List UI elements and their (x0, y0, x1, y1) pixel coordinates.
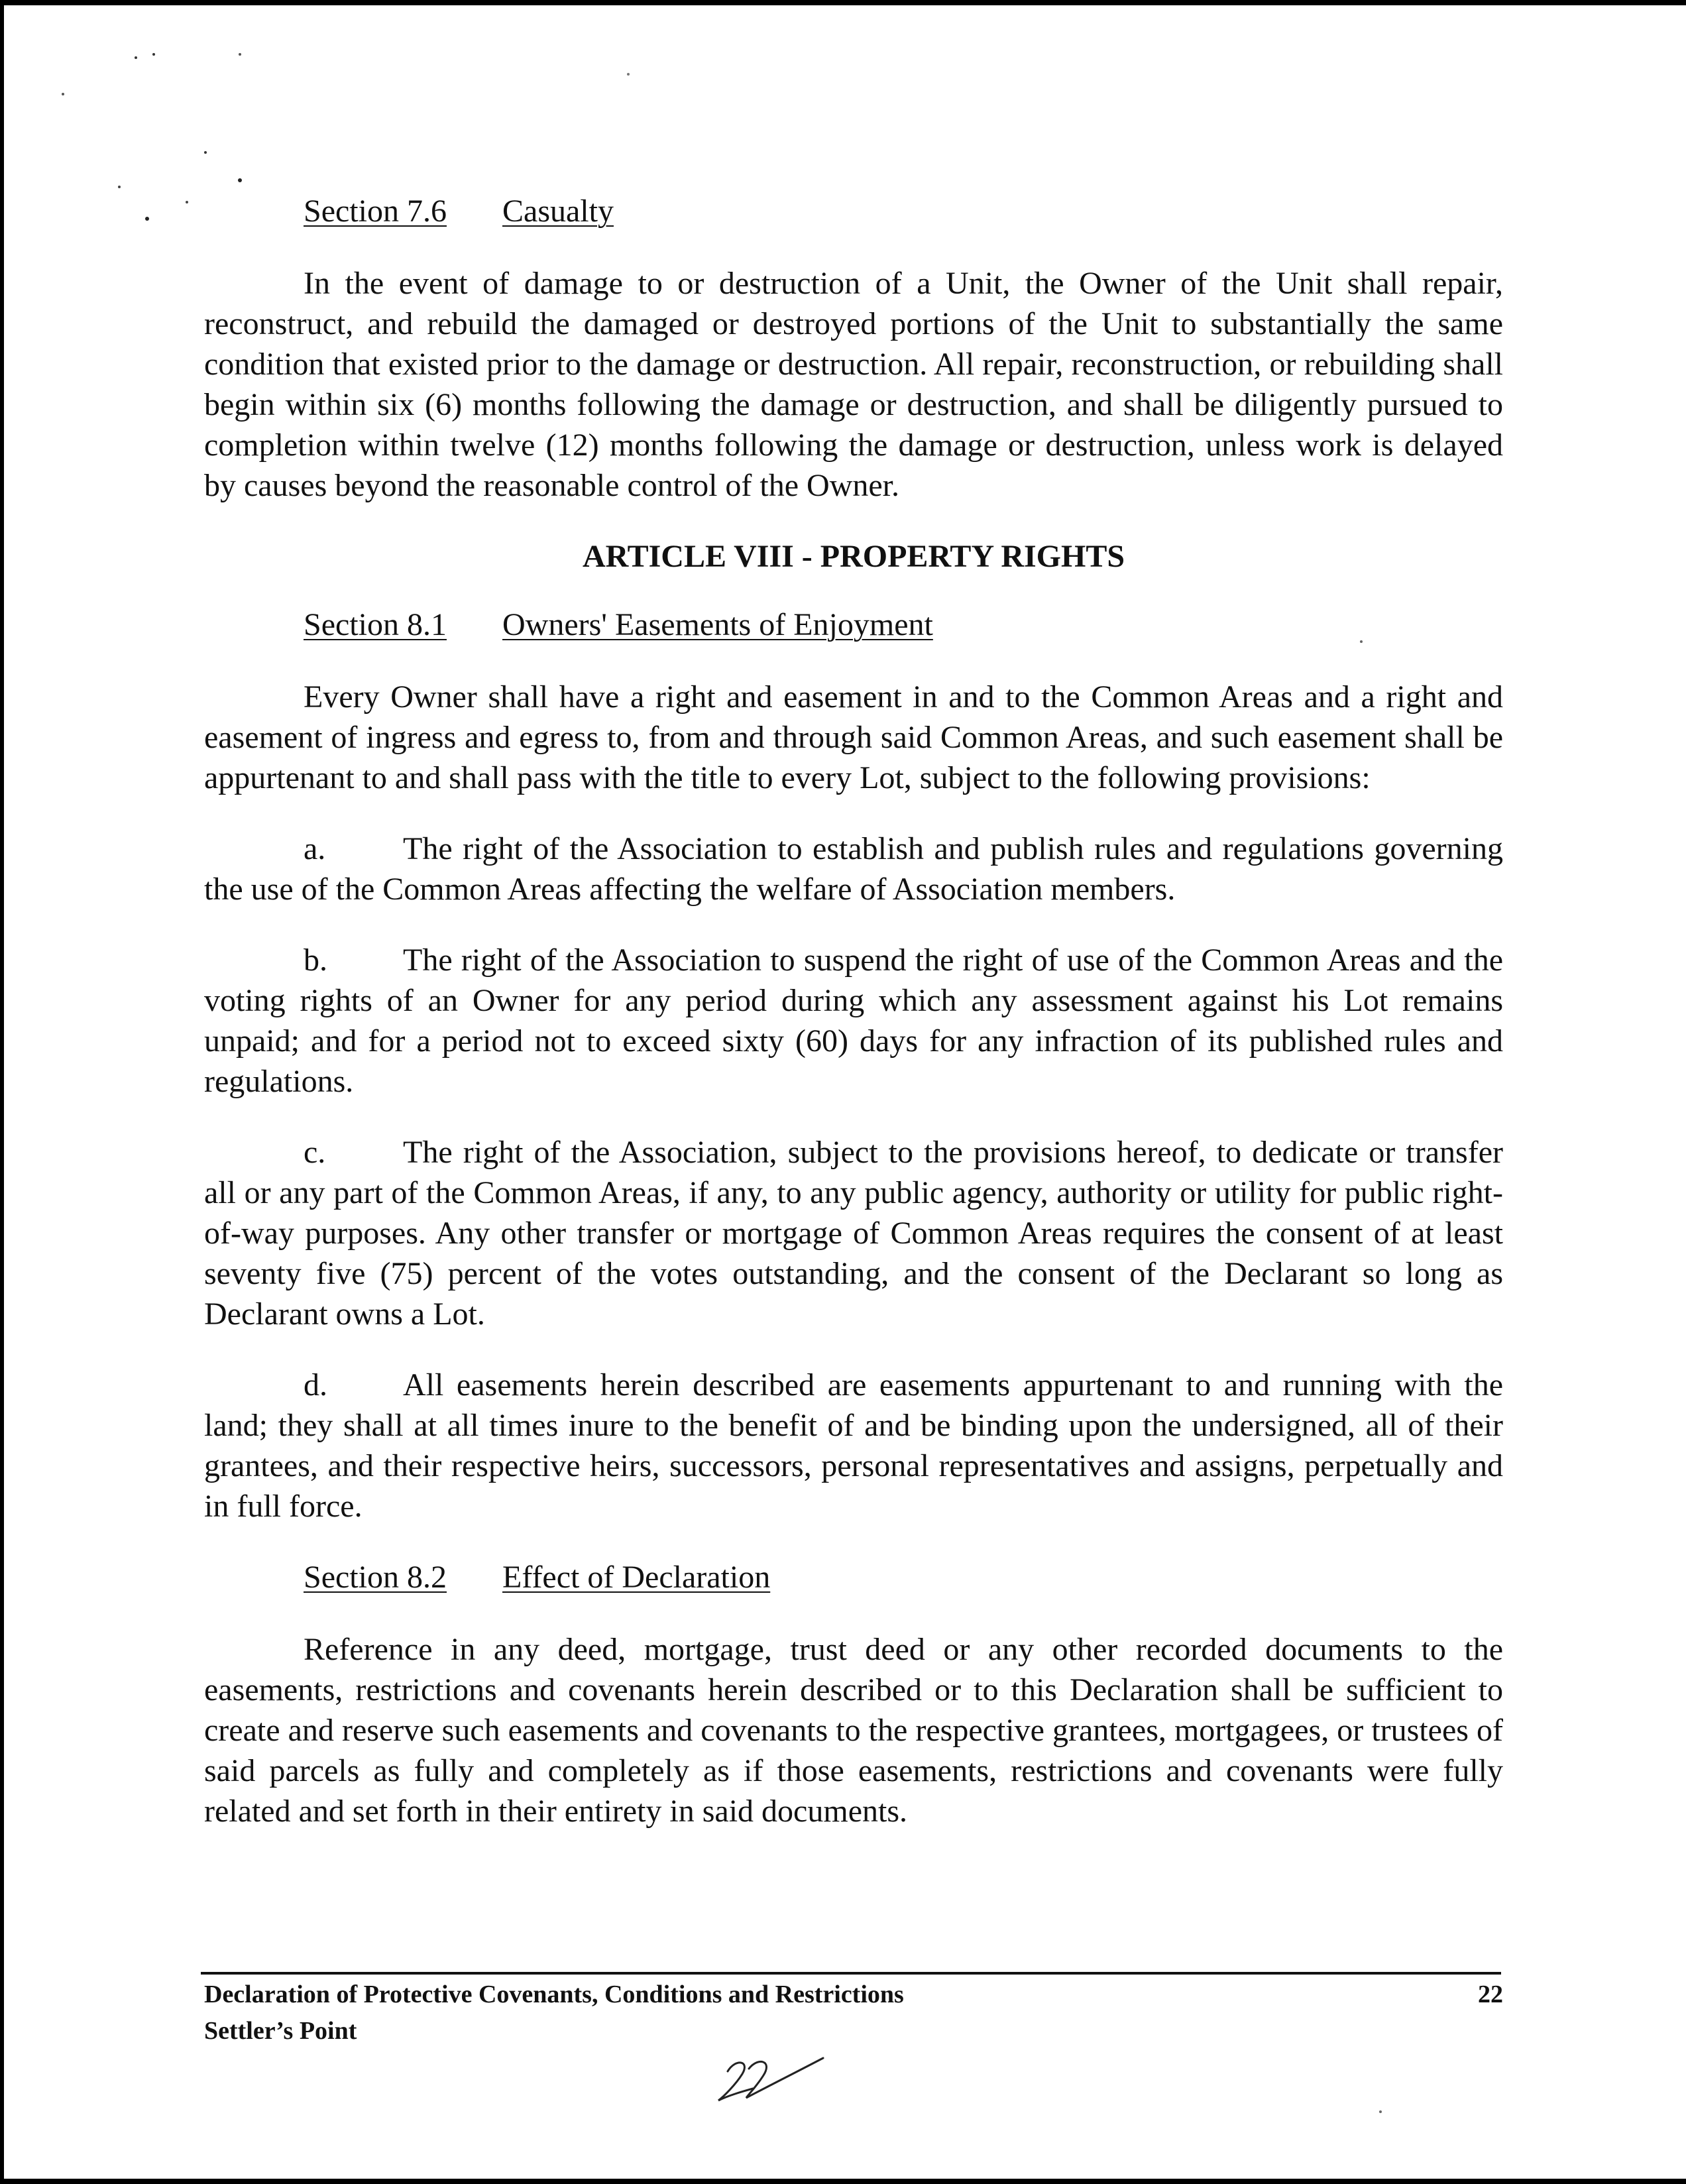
list-item (204, 1365, 1503, 1526)
section-7-6-paragraph: In the event of damage to or destruction of a Unit, the Owner of the Unit shall repair, reconstruct, and rebuild the damaged or destroyed portions of the Unit to substantially the same condition that existed prior to the damage or destruction. All repair, reconstruction, or rebuilding shall begin within six (6) months following the damage or destruction, and shall be diligently pursued to completion within twelve (12) months following the damage or destruction, unless work is delayed by causes beyond the reasonable control of the Owner. (204, 266, 1503, 503)
item-text: The right of the Association to suspend the right of use of the Common Areas and the voting rights of an Owner for any period during which any assessment against his Lot remains unpaid; and for a period not to exceed sixty (60) days for any infraction of its published rules and regulations. (204, 943, 1503, 1099)
section-8-1-paragraph: Every Owner shall have a right and easement in and to the Common Areas and a right and easement of ingress and egress to, from and through said Common Areas, and such easement shall be appurtenant to and shall pass with the title to every Lot, subject to the following provisions: (204, 679, 1503, 795)
list-item (204, 940, 1503, 1102)
page-footer (204, 1977, 1503, 2049)
section-8-2-heading (204, 1557, 1503, 1597)
list-item (204, 1132, 1503, 1334)
item-label: b. (304, 943, 327, 978)
article-heading: ARTICLE VIII - PROPERTY RIGHTS (582, 539, 1125, 574)
footer-rule (201, 1972, 1501, 1975)
section-number: Section 8.2 (304, 1560, 447, 1595)
item-label: c. (304, 1135, 326, 1170)
item-label: a. (304, 831, 326, 866)
section-title: Casualty (502, 194, 614, 229)
section-7-6-heading (204, 191, 1503, 231)
section-title: Effect of Declaration (502, 1560, 771, 1595)
footer-document-title: Declaration of Protective Covenants, Conditions and Restrictions (204, 1981, 904, 2008)
item-text: The right of the Association, subject to the provisions hereof, to dedicate or transfer all or any part of the Common Areas, if any, to any public agency, authority or utility for public right-of-way purposes. Any other transfer or mortgage of Common Areas requires the consent of at least seventy five (75) percent of the votes outstanding, and the consent of the Declarant so long as Declarant owns a Lot. (204, 1135, 1503, 1332)
section-number: Section 8.1 (304, 607, 447, 642)
item-text: All easements herein described are easements appurtenant to and running with the land; they shall at all times inure to the benefit of and be binding upon the undersigned, all of their grantees, and their respective heirs, successors, personal representatives and assigns, perpetually and in full force. (204, 1367, 1503, 1524)
section-8-2-paragraph: Reference in any deed, mortgage, trust deed or any other recorded documents to the easements, restrictions and covenants herein described or to this Declaration shall be sufficient to create and reserve such easements and covenants to the respective grantees, mortgagees, or trustees of said parcels as fully and completely as if those easements, restrictions and covenants were fully related and set forth in their entirety in said documents. (204, 1632, 1503, 1829)
section-8-1-heading (204, 604, 1503, 645)
list-item (204, 829, 1503, 909)
item-label: d. (304, 1367, 327, 1403)
document-body (204, 191, 1503, 1831)
item-text: The right of the Association to establish and publish rules and regulations governing the use of the Common Areas affecting the welfare of Association members. (204, 831, 1503, 907)
section-title: Owners' Easements of Enjoyment (502, 607, 933, 642)
section-number: Section 7.6 (304, 194, 447, 229)
footer-project-name: Settler’s Point (204, 2017, 357, 2045)
page-number: 22 (1478, 1981, 1503, 2008)
handwritten-page-mark (709, 2045, 828, 2104)
